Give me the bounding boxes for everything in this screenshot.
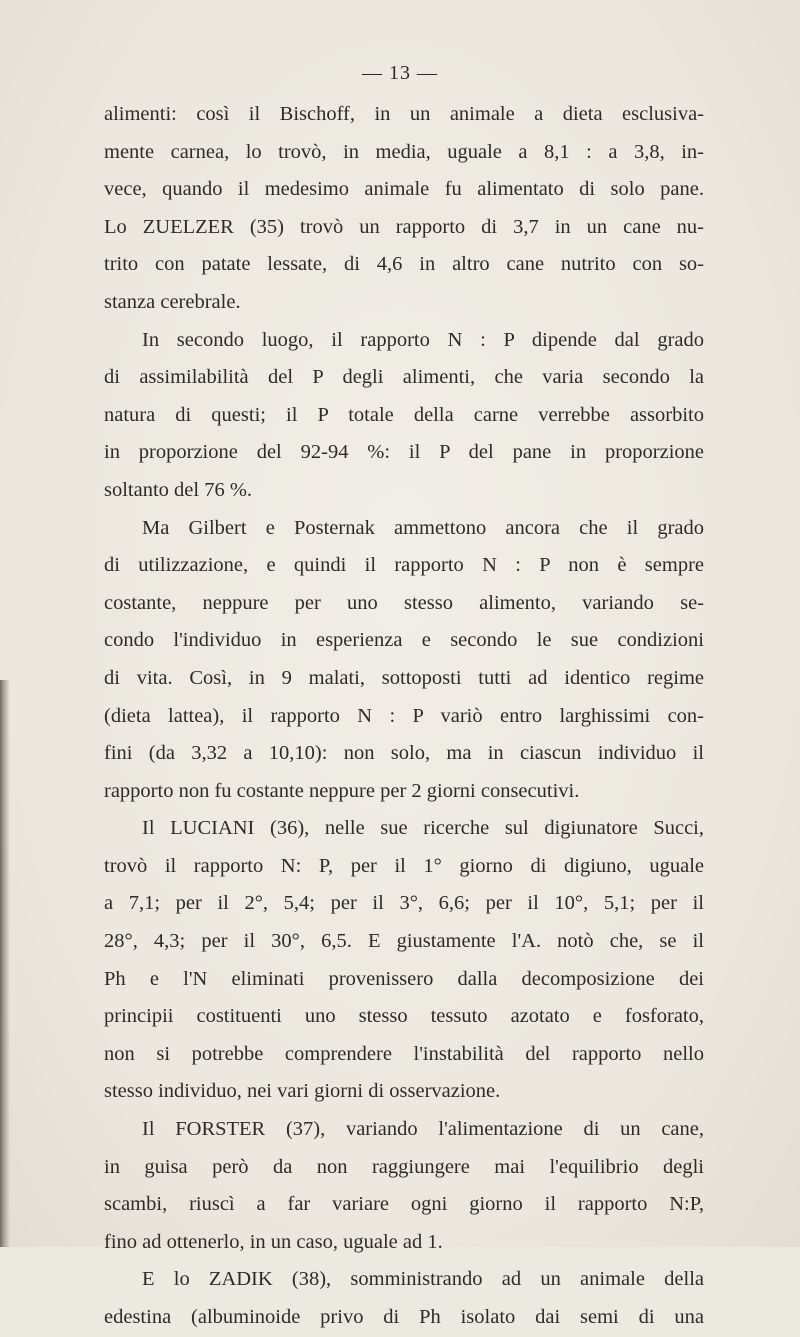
body-text [104,96,704,1337]
text-line: mente carnea, lo trovò, in media, uguale a 8,1 : a 3,8, in- [104,140,704,163]
text-line: Ph e l'N eliminati provenissero dalla decomposizione dei [104,967,704,990]
text-line: 28°, 4,3; per il 30°, 6,5. E giustamente l'A. notò che, se il [104,930,704,953]
text-line: edestina (albuminoide privo di Ph isolato dai semi di una [104,1306,704,1328]
text-line: soltanto del 76 %. [104,478,253,501]
text-line: stanza cerebrale. [104,290,241,313]
text-line: Lo ZUELZER (35) trovò un rapporto di 3,7 in un cane nu- [104,215,704,238]
page-number: — 13 — [362,62,438,84]
text-line: di vita. Così, in 9 malati, sottoposti tutti ad identico regime [104,666,704,689]
text-line: in guisa però da non raggiungere mai l'equilibrio degli [104,1155,704,1178]
text-line: in proporzione del 92-94 %: il P del pane in proporzione [104,441,704,464]
text-line: Il FORSTER (37), variando l'alimentazione di un cane, [142,1118,704,1141]
text-line: costante, neppure per uno stesso alimento, variando se- [104,591,704,614]
text-line: non si potrebbe comprendere l'instabilità del rapporto nello [104,1042,704,1065]
text-line: (dieta lattea), il rapporto N : P variò entro larghissimi con- [104,704,704,727]
text-line: di utilizzazione, e quindi il rapporto N : P non è sempre [104,554,704,577]
text-line: scambi, riuscì a far variare ogni giorno il rapporto N:P, [104,1193,704,1216]
text-line: E lo ZADIK (38), somministrando ad un animale della [142,1268,704,1291]
text-line: trovò il rapporto N: P, per il 1° giorno di digiuno, uguale [104,854,704,877]
text-line: stesso individuo, nei vari giorni di osservazione. [104,1080,501,1103]
text-line: In secondo luogo, il rapporto N : P dipende dal grado [142,328,704,351]
text-line: alimenti: così il Bischoff, in un animale a dieta esclusiva- [104,103,704,125]
text-line: Il LUCIANI (36), nelle sue ricerche sul digiunatore Succi, [142,817,704,840]
text-line: Ma Gilbert e Posternak ammettono ancora che il grado [142,516,704,539]
text-line: principii costituenti uno stesso tessuto azotato e fosforato, [104,1005,704,1028]
page-edge-shadow [0,680,10,1247]
text-line: rapporto non fu costante neppure per 2 giorni consecutivi. [104,779,580,802]
text-line: vece, quando il medesimo animale fu alimentato di solo pane. [104,178,704,201]
text-line: di assimilabilità del P degli alimenti, che varia secondo la [104,366,704,389]
text-line: condo l'individuo in esperienza e secondo le sue condizioni [104,629,704,652]
text-line: trito con patate lessate, di 4,6 in altro cane nutrito con so- [104,253,704,276]
text-line: fino ad ottenerlo, in un caso, uguale ad 1. [104,1230,443,1253]
text-line: fini (da 3,32 a 10,10): non solo, ma in ciascun individuo il [104,742,704,765]
text-line: natura di questi; il P totale della carne verrebbe assorbito [104,403,704,426]
text-line: a 7,1; per il 2°, 5,4; per il 3°, 6,6; per il 10°, 5,1; per il [104,892,704,915]
